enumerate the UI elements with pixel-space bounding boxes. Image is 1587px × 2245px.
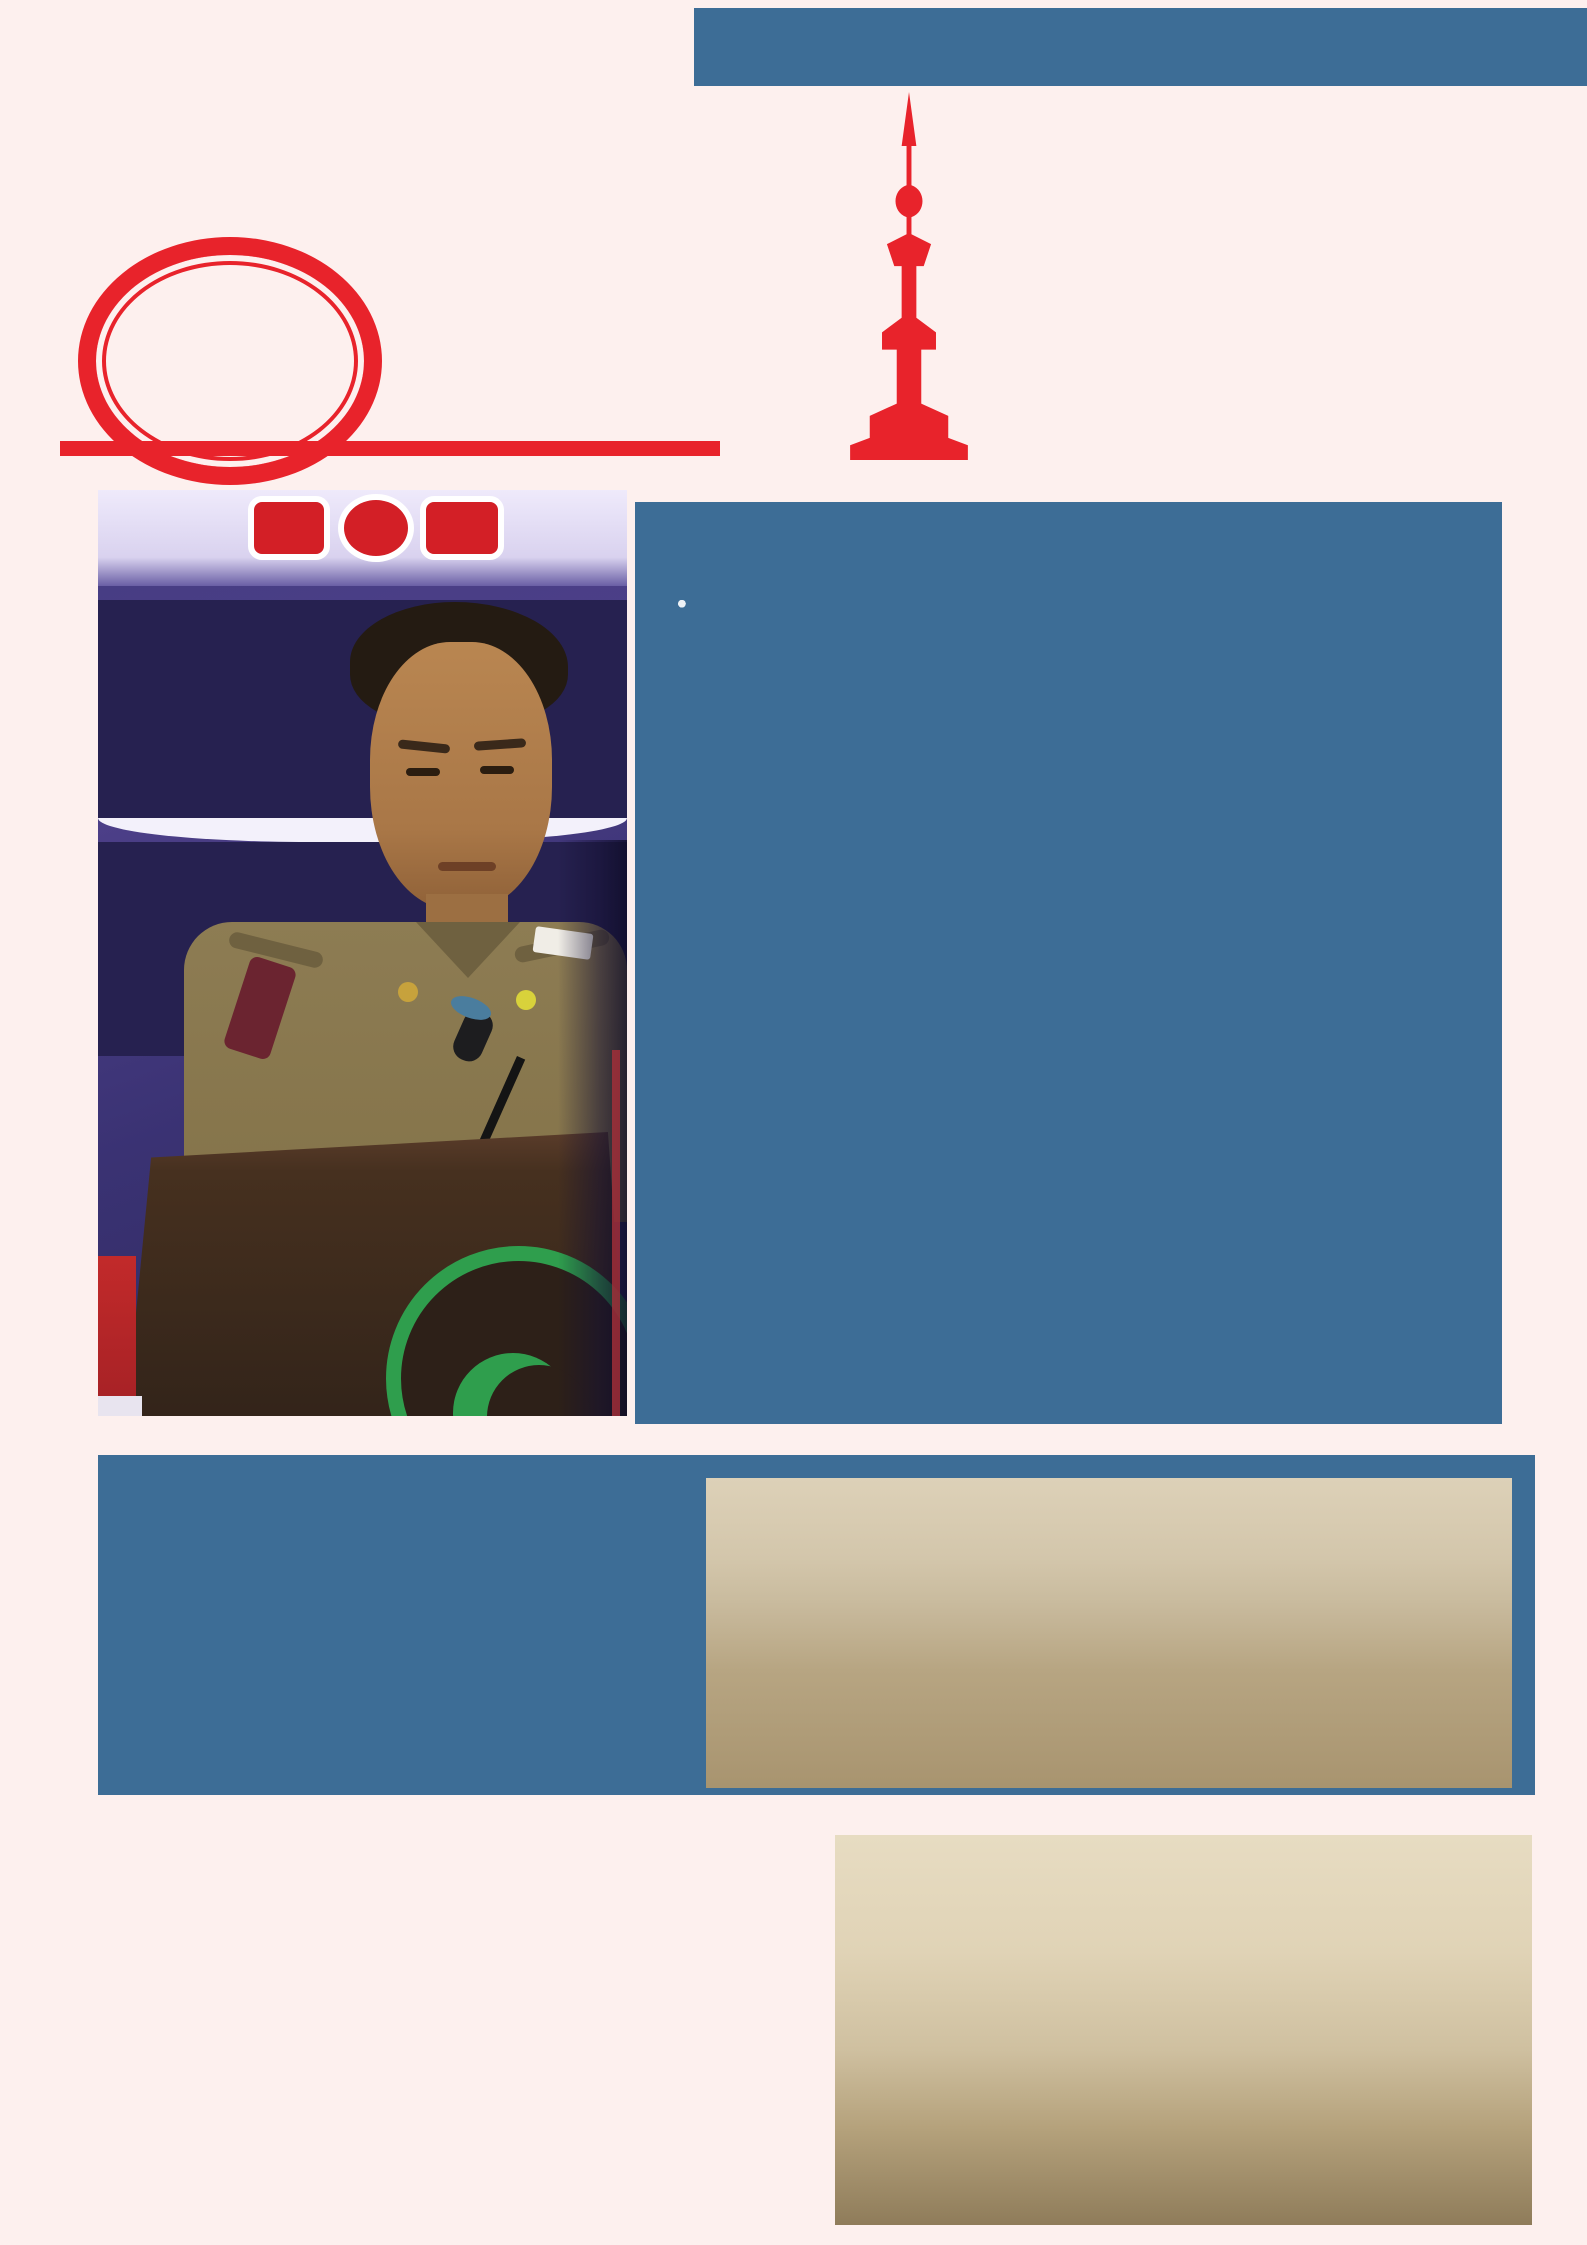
side-banner-base — [98, 1396, 142, 1416]
article-panel — [635, 502, 1502, 1424]
speaker-badge — [398, 982, 418, 1002]
backdrop-red-letter — [420, 496, 504, 560]
speaker-badge — [516, 990, 536, 1010]
broadcast-tower-icon — [833, 92, 985, 460]
speaker-mouth — [438, 862, 496, 871]
synergy-panel — [98, 1455, 1535, 1795]
date-banner — [694, 8, 1587, 86]
closing-paragraph — [98, 1847, 868, 1869]
photo-podium-speech — [98, 490, 627, 1416]
backdrop-red-letter — [248, 496, 330, 560]
backdrop-red-letter — [338, 494, 414, 562]
photo-audience — [706, 1478, 1512, 1788]
backdrop-stripe — [612, 1050, 620, 1416]
side-banner — [98, 1256, 136, 1396]
speaker-eye — [406, 768, 440, 776]
logo-underline — [60, 441, 720, 456]
photo-group — [835, 1835, 1532, 2225]
speaker-eye — [480, 766, 514, 774]
